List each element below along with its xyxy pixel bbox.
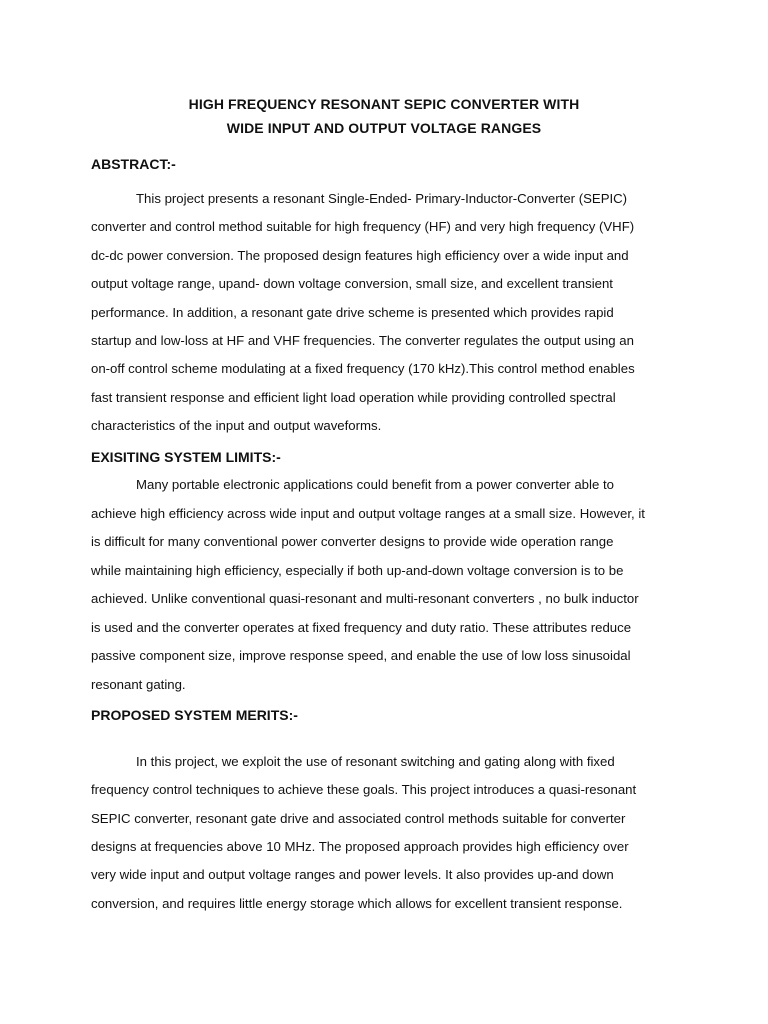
existing-system-heading: EXISITING SYSTEM LIMITS:-	[91, 449, 281, 465]
existing-system-line: resonant gating.	[91, 677, 186, 692]
proposed-system-line: conversion, and requires little energy storage which allows for excellent transient response.	[91, 896, 623, 911]
abstract-line: This project presents a resonant Single-Ended- Primary-Inductor-Converter (SEPIC)	[136, 191, 628, 206]
existing-system-line: achieved. Unlike conventional quasi-resonant and multi-resonant converters , no bulk inductor	[91, 591, 639, 606]
abstract-line: characteristics of the input and output waveforms.	[91, 418, 382, 433]
existing-system-line: achieve high efficiency across wide input and output voltage ranges at a small size. However, it	[91, 506, 645, 521]
abstract-line: performance. In addition, a resonant gate drive scheme is presented which provides rapid	[91, 305, 614, 320]
proposed-system-line: SEPIC converter, resonant gate drive and associated control methods suitable for converter	[91, 811, 626, 826]
abstract-line: on-off control scheme modulating at a fixed frequency (170 kHz).This control method enables	[91, 361, 635, 376]
document-title-line-1: HIGH FREQUENCY RESONANT SEPIC CONVERTER WITH	[188, 96, 580, 112]
document-title-line-2: WIDE INPUT AND OUTPUT VOLTAGE RANGES	[226, 120, 542, 136]
existing-system-line: is used and the converter operates at fixed frequency and duty ratio. These attributes reduce	[91, 620, 632, 635]
existing-system-line: Many portable electronic applications could benefit from a power converter able to	[136, 477, 614, 492]
proposed-system-heading: PROPOSED SYSTEM MERITS:-	[91, 707, 298, 723]
proposed-system-line: frequency control techniques to achieve these goals. This project introduces a quasi-resonant	[91, 782, 637, 797]
existing-system-line: is difficult for many conventional power converter designs to provide wide operation range	[91, 534, 614, 549]
abstract-line: dc-dc power conversion. The proposed design features high efficiency over a wide input and	[91, 248, 629, 263]
abstract-heading: ABSTRACT:-	[91, 156, 176, 172]
abstract-line: fast transient response and efficient light load operation while providing controlled spectral	[91, 390, 616, 405]
abstract-line: startup and low-loss at HF and VHF frequencies. The converter regulates the output using an	[91, 333, 634, 348]
proposed-system-line: In this project, we exploit the use of resonant switching and gating along with fixed	[136, 754, 615, 769]
abstract-line: output voltage range, upand- down voltage conversion, small size, and excellent transient	[91, 276, 613, 291]
abstract-line: converter and control method suitable for high frequency (HF) and very high frequency (VHF)	[91, 219, 635, 234]
proposed-system-line: very wide input and output voltage ranges and power levels. It also provides up-and down	[91, 867, 614, 882]
proposed-system-line: designs at frequencies above 10 MHz. The proposed approach provides high efficiency over	[91, 839, 629, 854]
existing-system-line: while maintaining high efficiency, especially if both up-and-down voltage conversion is to be	[91, 563, 624, 578]
existing-system-line: passive component size, improve response speed, and enable the use of low loss sinusoidal	[91, 648, 631, 663]
